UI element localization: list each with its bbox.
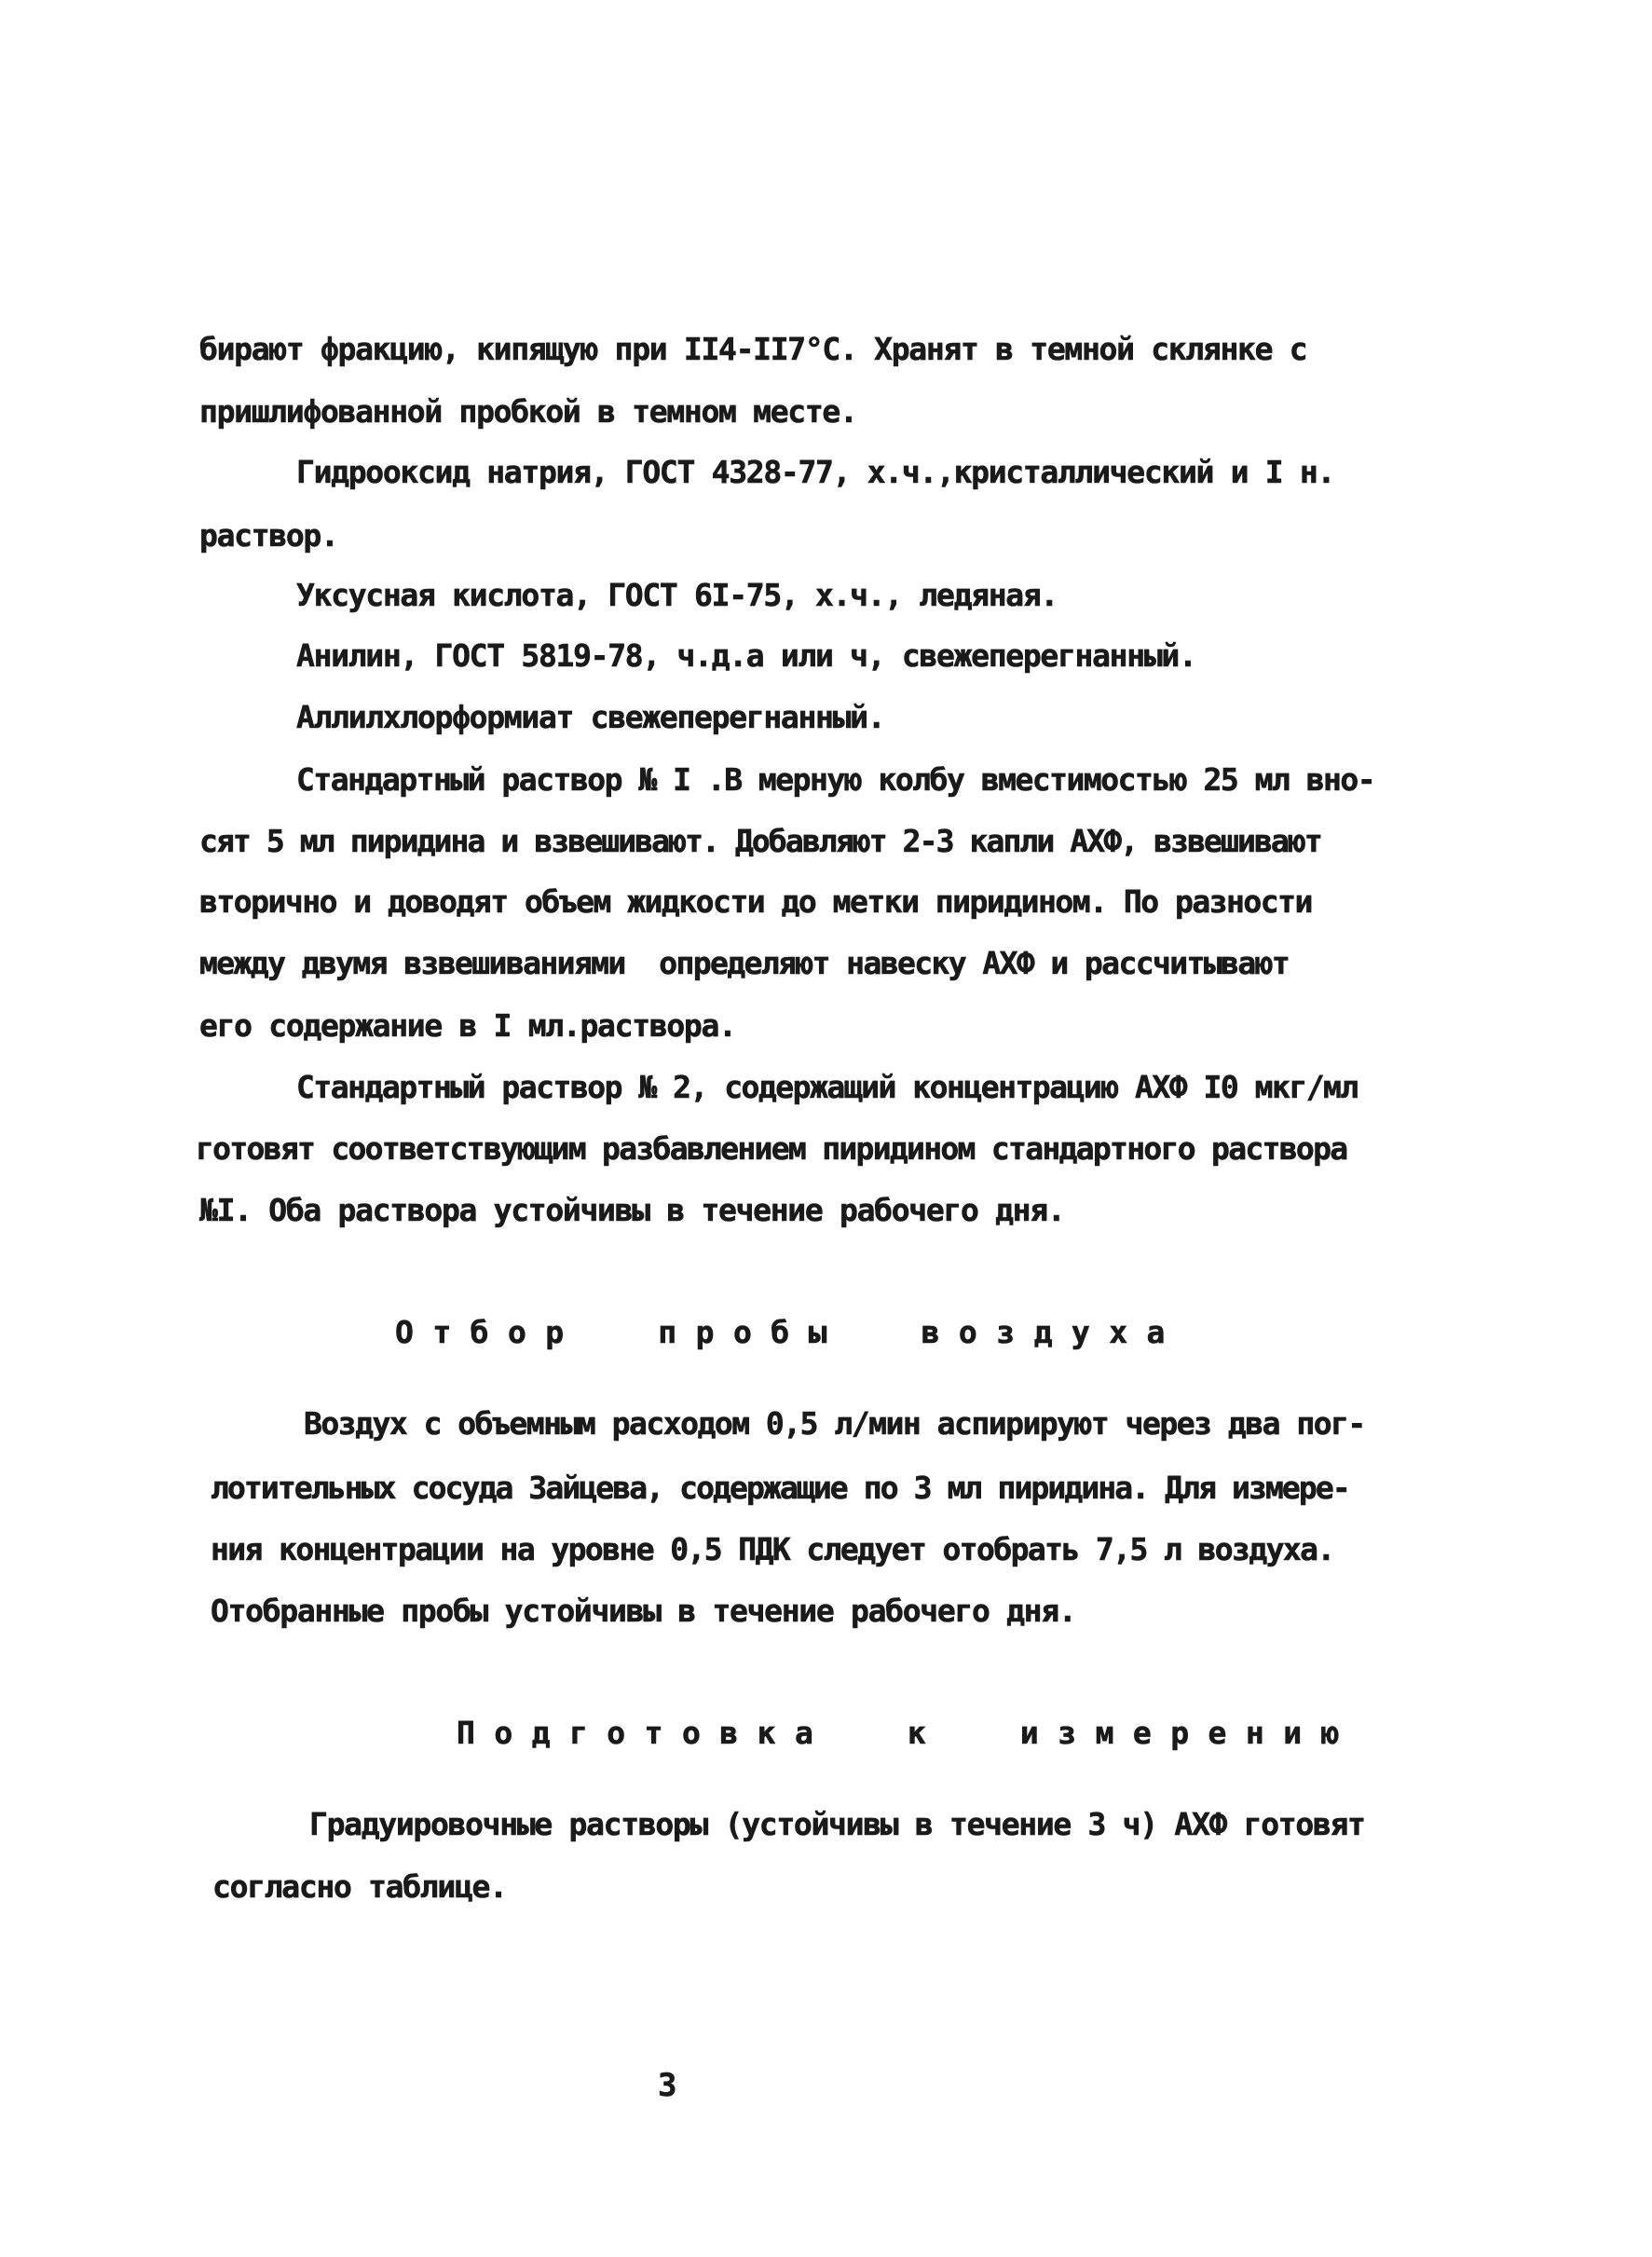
text-line: ния концентрации на уровне 0,5 ПДК следует отобрать 7,5 л воздуха. — [211, 1531, 1334, 1567]
text-line: вторично и доводят объем жидкости до метки пиридином. По разности — [199, 883, 1312, 920]
text-line: между двумя взвешиваниями определяют навеску АХФ и рассчитывают — [199, 945, 1290, 981]
text-line: сят 5 мл пиридина и взвешивают. Добавляют 2-3 капли АХФ, взвешивают — [199, 823, 1321, 859]
text-line: Стандартный раствор № 2, содержащий концентрацию АХФ I0 мкг/мл — [296, 1069, 1358, 1105]
text-line: лотительных сосуда Зайцева, содержащие по 3 мл пиридина. Для измере- — [211, 1470, 1349, 1506]
text-line: Анилин, ГОСТ 5819-78, ч.д.а или ч, свежеперегнанный. — [296, 637, 1196, 674]
text-line: пришлифованной пробкой в темном месте. — [199, 393, 857, 430]
text-line: №I. Оба раствора устойчивы в течение рабочего дня. — [199, 1192, 1065, 1228]
page-number: 3 — [658, 2067, 677, 2104]
text-line: Градуировочные растворы (устойчивы в течение 3 ч) АХФ готовят — [309, 1806, 1365, 1842]
section-heading-preparation: Подготовка к измерению — [457, 1715, 1358, 1751]
text-line: Воздух с объемным расходом 0,5 л/мин аспирируют через два пог- — [304, 1405, 1365, 1442]
text-line: согласно таблице. — [212, 1868, 507, 1905]
text-line: Уксусная кислота, ГОСТ 6I-75, х.ч., ледяная. — [296, 577, 1058, 613]
text-line: его содержание в I мл.раствора. — [199, 1007, 736, 1044]
text-line: Отобранные пробы устойчивы в течение рабочего дня. — [211, 1593, 1076, 1629]
text-line: Стандартный раствор № I .В мерную колбу вместимостью 25 мл вно- — [296, 761, 1375, 798]
section-heading-sampling: Отбор пробы воздуха — [395, 1314, 1184, 1350]
text-line: раствор. — [199, 517, 338, 554]
text-line: бирают фракцию, кипящую при II4-II7°С. Хранят в темной склянке с — [199, 331, 1307, 367]
text-line: Аллилхлорформиат свежеперегнанный. — [296, 699, 885, 735]
text-line: готовят соответствующим разбавлением пиридином стандартного раствора — [196, 1130, 1347, 1167]
text-line: Гидрооксид натрия, ГОСТ 4328-77, х.ч.,кристаллический и I н. — [296, 454, 1335, 490]
